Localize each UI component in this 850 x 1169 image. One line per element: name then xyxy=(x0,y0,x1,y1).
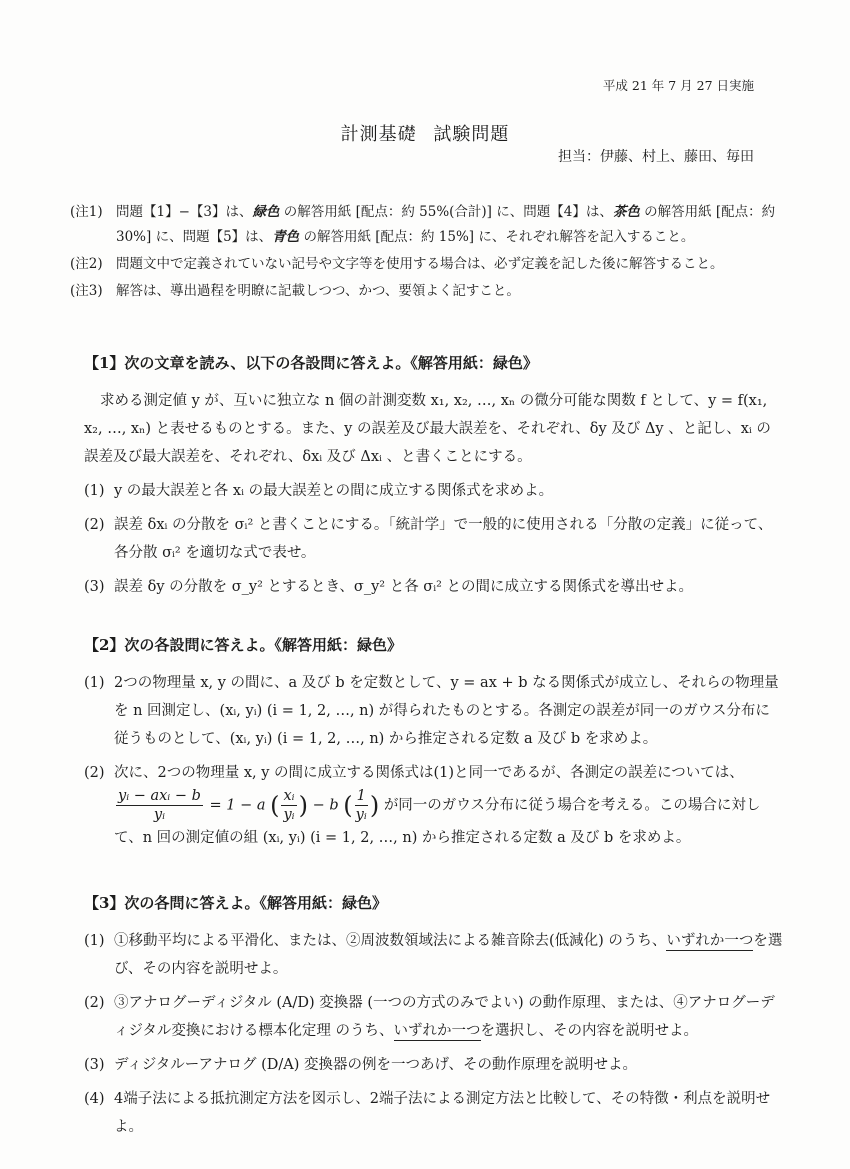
note-text: の解答用紙 [配点：約 55%(合計)] に、問題【4】は、 xyxy=(279,204,613,220)
section-3-heading xyxy=(84,892,784,913)
note-number: (注2) xyxy=(70,256,103,272)
question-number: (4) xyxy=(84,1091,105,1107)
question-3-4 xyxy=(84,1085,784,1141)
question-3-1 xyxy=(84,927,784,983)
exam-date: 平成 21 年 7 月 27 日実施 xyxy=(602,78,754,93)
section-3-items xyxy=(84,927,784,1141)
note-3 xyxy=(70,279,790,304)
question-number: (3) xyxy=(84,1057,105,1073)
note-number: (注3) xyxy=(70,283,103,299)
note-text: の解答用紙 [配点：約 15%] に、それぞれ解答を記入すること。 xyxy=(299,229,695,245)
equation-part: = 1 − a xyxy=(209,797,266,814)
section-1-sheet: 《解答用紙：緑色》 xyxy=(410,354,538,372)
underlined-text: いずれか一つ xyxy=(666,933,754,949)
question-text: を選び、その内容を説明せよ。 xyxy=(114,933,783,977)
question-2-1 xyxy=(84,669,784,753)
section-2 xyxy=(84,634,784,852)
question-number: (1) xyxy=(84,933,105,949)
equation-frac-1: $\frac{\text{xᵢ}}{\text{yᵢ}}$ xyxy=(283,788,295,823)
question-text: ③アナログーディジタル (A/D) 変換器 (一つの方式のみでよい) の動作原理、または、④アナログーディジタル変換における標本化定理 のうち、 xyxy=(114,995,775,1039)
title-exam: 試験問題 xyxy=(433,124,510,145)
question-text: ディジタルーアナログ (D/A) 変換器の例を一つあげ、その動作原理を説明せよ。 xyxy=(114,1057,637,1073)
brown-sheet-label: 茶色 xyxy=(612,204,640,220)
section-3-title: 【3】次の各問に答えよ。 xyxy=(84,894,260,912)
section-1-title: 【1】次の文章を読み、以下の各設問に答えよ。 xyxy=(84,354,411,372)
question-2-2: (2) 次に、2つの物理量 x, y の間に成立する関係式は(1)と同一であるが、各測定の誤差については、 $\frac{\text{yᵢ − axᵢ − b}}{\text{yᵢ}}$ = 1 − a ( $\frac{\text{xᵢ}}{\text{yᵢ}}$ ) − b ( $\frac{1}{\text{yᵢ}}$ ) が同一のガウス分布に従う場合を考える。この場合に対して、n 回の測定値の組 (xᵢ, yᵢ) (i = 1, 2, …, n) から推定される定数 a 及び b を求めよ。 xyxy=(84,759,784,852)
section-2-sheet: 《解答用紙：緑色》 xyxy=(274,636,402,654)
notes-block xyxy=(70,200,790,306)
note-text: の解答用紙 [配点：約 30%] に、問題【5】は、 xyxy=(116,204,776,245)
equation-lhs: $\frac{\text{yᵢ − axᵢ − b}}{\text{yᵢ}}$ xyxy=(118,788,201,823)
question-3-3 xyxy=(84,1051,784,1079)
note-1 xyxy=(70,200,790,250)
question-text: を選択し、その内容を説明せよ。 xyxy=(480,1023,699,1039)
section-1-items xyxy=(84,477,784,601)
question-1-2 xyxy=(84,511,784,567)
question-number: (2) xyxy=(84,995,105,1011)
question-number: (2) xyxy=(84,517,105,533)
section-2-items xyxy=(84,669,784,852)
question-number: (1) xyxy=(84,483,105,499)
question-text: y の最大誤差と各 xᵢ の最大誤差との間に成立する関係式を求めよ。 xyxy=(114,483,554,499)
section-1-heading xyxy=(84,352,784,373)
question-text: ①移動平均による平滑化、または、②周波数領域法による雑音除去(低減化) のうち、 xyxy=(114,933,667,949)
question-3-2 xyxy=(84,989,784,1045)
equation-frac-2: $\frac{1}{\text{yᵢ}}$ xyxy=(355,788,367,823)
equation-part: − b xyxy=(312,797,339,814)
page-title xyxy=(0,120,850,146)
section-3-sheet: 《解答用紙：緑色》 xyxy=(259,894,387,912)
question-number: (3) xyxy=(84,579,105,595)
question-text: 誤差 δxᵢ の分散を σᵢ² と書くことにする。「統計学」で一般的に使用される「分散の定義」に従って、各分散 σᵢ² を適切な式で表せ。 xyxy=(114,517,773,561)
question-text: 4端子法による抵抗測定方法を図示し、2端子法による測定方法と比較して、その特徴・利点を説明せよ。 xyxy=(114,1091,771,1135)
blue-sheet-label: 青色 xyxy=(272,229,300,245)
note-text: 問題【1】−【3】は、 xyxy=(116,204,253,220)
question-text: が同一のガウス分布に従う場合を考える。この場合に対して、n 回の測定値の組 (xᵢ, yᵢ) (i = 1, 2, …, n) から推定される定数 a 及び b を求めよ。 xyxy=(114,797,761,846)
question-text: 次に、2つの物理量 x, y の間に成立する関係式は(1)と同一であるが、各測定の誤差については、 xyxy=(114,765,744,781)
question-number: (2) xyxy=(84,765,105,781)
section-1-intro: 求める測定値 y が、互いに独立な n 個の計測変数 x₁, x₂, …, xₙ の微分可能な関数 f として、y = f(x₁, x₂, …, xₙ) と表せるものとする。また、y の誤差及び最大誤差を、それぞれ、δy 及び Δy 、と記し、xᵢ の誤差及び最大誤差を、それぞれ、δxᵢ 及び Δxᵢ 、と書くことにする。 xyxy=(84,393,771,465)
underlined-text: いずれか一つ xyxy=(393,1023,481,1039)
instructors: 担当：伊藤、村上、藤田、毎田 xyxy=(558,149,754,165)
green-sheet-label: 緑色 xyxy=(252,204,280,220)
note-text: 解答は、導出過程を明瞭に記載しつつ、かつ、要領よく記すこと。 xyxy=(116,283,520,299)
title-subject: 計測基礎 xyxy=(340,124,417,145)
note-2 xyxy=(70,252,790,277)
section-2-heading xyxy=(84,634,784,655)
question-1-1 xyxy=(84,477,784,505)
section-2-title: 【2】次の各設問に答えよ。 xyxy=(84,636,275,654)
section-3 xyxy=(84,892,784,1141)
question-text: 2つの物理量 x, y の間に、a 及び b を定数として、y = ax + b なる関係式が成立し、それらの物理量を n 回測定し、(xᵢ, yᵢ) (i = 1, 2, …, n) が得られたものとする。各測定の誤差が同一のガウス分布に従うものとして、(xᵢ, yᵢ) (i = 1, 2, …, n) から推定される定数 a 及び b を求めよ。 xyxy=(114,675,779,747)
note-number: (注1) xyxy=(70,204,103,220)
section-1 xyxy=(84,352,784,601)
question-text: 誤差 δy の分散を σ_y² とするとき、σ_y² と各 σᵢ² との間に成立する関係式を導出せよ。 xyxy=(114,579,694,595)
question-number: (1) xyxy=(84,675,105,691)
question-1-3 xyxy=(84,573,784,601)
note-text: 問題文中で定義されていない記号や文字等を使用する場合は、必ず定義を記した後に解答すること。 xyxy=(116,256,724,272)
